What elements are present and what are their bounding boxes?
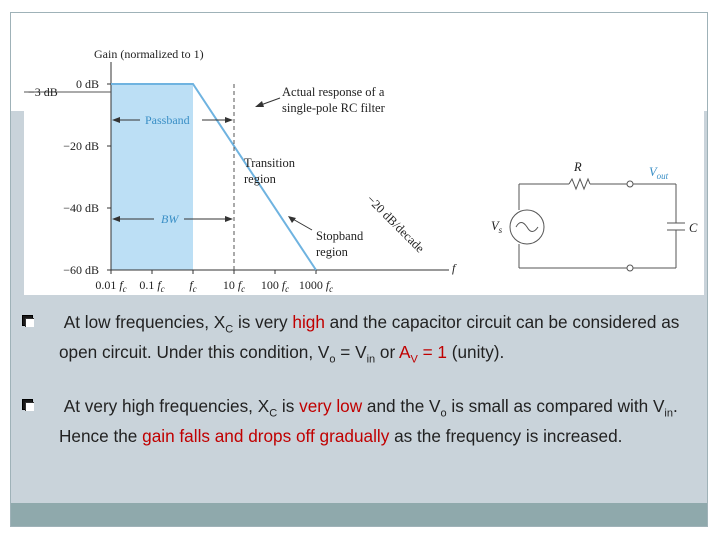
output-label: $V_{out}$ — [649, 165, 669, 181]
x-axis-symbol: f — [452, 261, 456, 275]
y-tick-label: −40 dB — [63, 201, 99, 215]
x-tick-label: 0.1 $f_c$ — [139, 278, 165, 294]
x-tick-group — [95, 270, 333, 294]
x-tick-label: 100 $f_c$ — [260, 278, 290, 294]
bullet-text: At low frequencies, $X_C$ is very high and the capacitor circuit can be considered as open circuit. Under this condition, $V_o = V_{in}$ or $A_V = 1$ (unity). — [59, 312, 680, 366]
passband-arrowhead-right — [225, 117, 233, 123]
filter-response-figure — [24, 40, 704, 295]
actual-response-label-2: single-pole RC filter — [282, 101, 385, 115]
actual-response-label: Actual response of a — [282, 85, 385, 99]
x-tick-label: 1000 $f_c$ — [298, 278, 334, 294]
bullet-text: At very high frequencies, $X_C$ is very low and the $V_o$ is small as compared with $V_{in}$. Hence the gain falls and drops off gradually as the frequency is increased. — [59, 396, 678, 446]
stopband-label: Stopband — [316, 229, 364, 243]
stopband-arrowhead — [288, 216, 296, 223]
slope-label: −20 dB/decade — [363, 192, 428, 256]
actual-response-arrowhead — [255, 101, 264, 107]
capacitor-label: C — [689, 221, 698, 235]
x-tick-label: 0.01 $f_c$ — [95, 278, 127, 294]
stopband-label-2: region — [316, 245, 348, 259]
rc-circuit — [510, 179, 685, 271]
passband-label: Passband — [145, 113, 190, 127]
bullet-icon — [22, 399, 33, 410]
transition-label-2: region — [244, 172, 276, 186]
bw-arrowhead-right — [225, 216, 233, 222]
resistor-label: R — [574, 160, 582, 174]
x-tick-label: 10 $f_c$ — [222, 278, 246, 294]
gain-axis-label: Gain (normalized to 1) — [94, 47, 204, 61]
source-label: $V_s$ — [491, 219, 503, 235]
slide-footer-bar — [11, 503, 707, 526]
bw-label: BW — [161, 212, 179, 226]
y-tick-label: 0 dB — [75, 77, 99, 91]
y-tick-label: −60 dB — [63, 263, 99, 277]
y-tick-label: −20 dB — [63, 139, 99, 153]
x-tick-label: $f_c$ — [189, 278, 197, 294]
transition-label: Transition — [244, 156, 295, 170]
bullet-icon — [22, 315, 33, 326]
y-tick-label: −3 dB — [28, 85, 58, 99]
passband-region — [111, 84, 193, 270]
y-tick-group — [28, 77, 111, 277]
